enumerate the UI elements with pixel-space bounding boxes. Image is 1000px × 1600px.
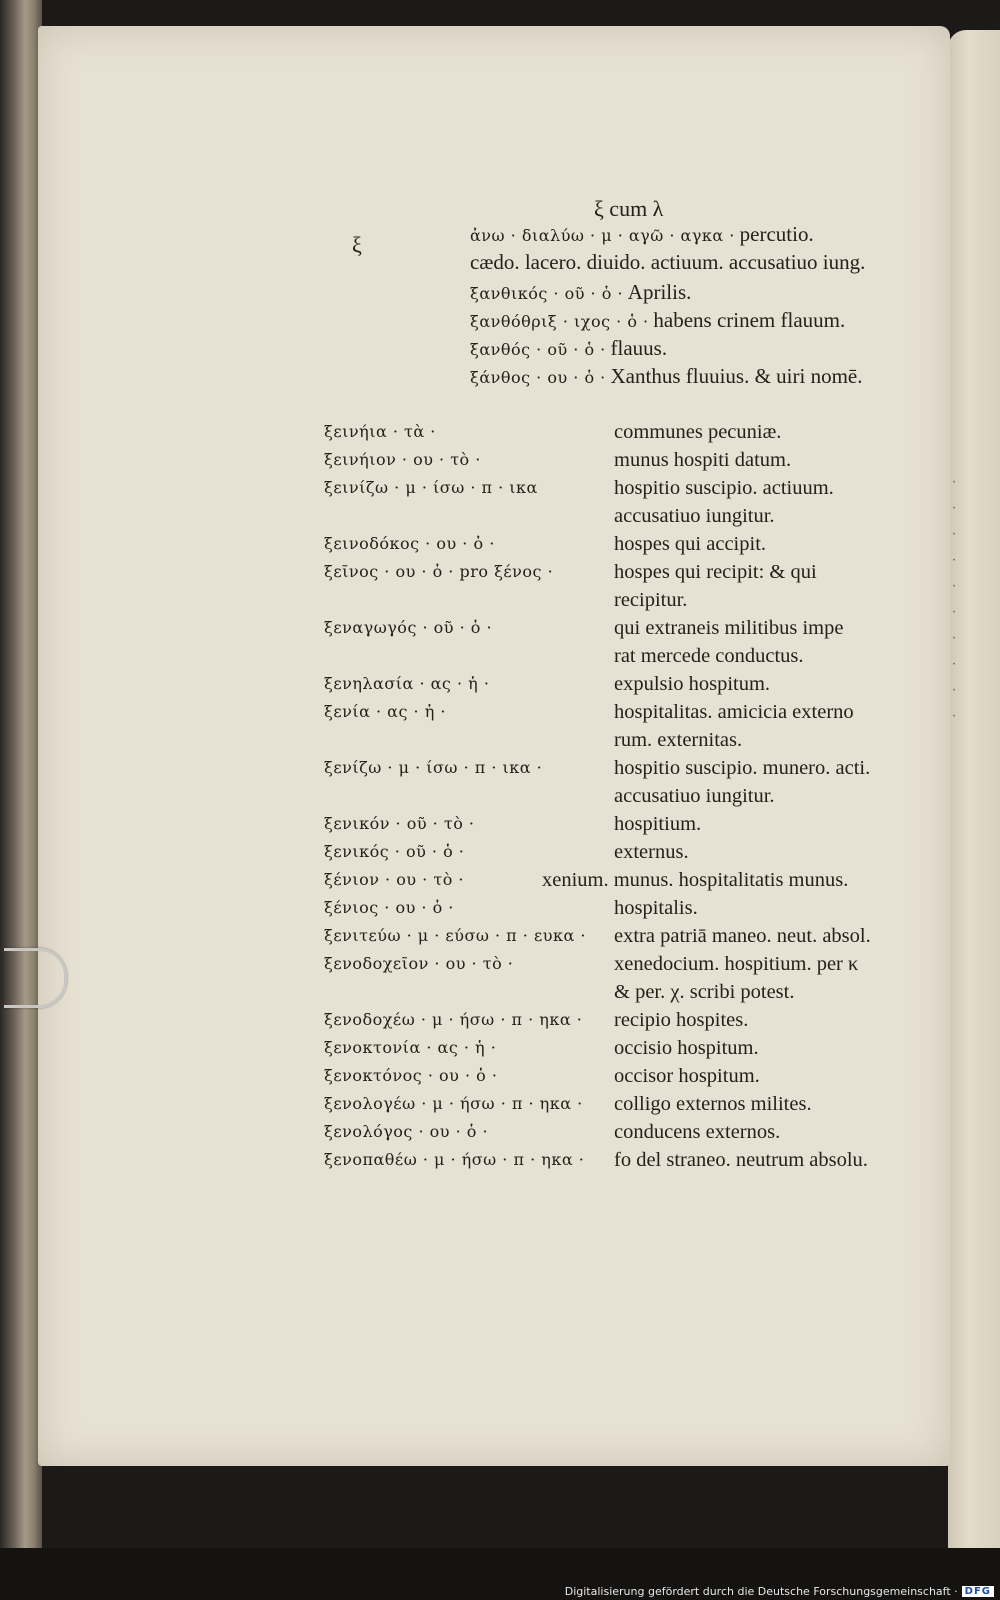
greek-headword: ξενηλασία · ας · ἡ · — [324, 674, 490, 693]
greek-headword: ξενοδοχέω · μ · ήσω · π · ηκα · — [324, 1010, 583, 1029]
latin-gloss: accusatiuo iungitur. — [614, 785, 775, 807]
book-edge-left — [0, 0, 42, 1548]
dictionary-entry — [324, 754, 924, 810]
latin-gloss: occisio hospitum. — [614, 1037, 759, 1059]
dictionary-entry — [324, 670, 924, 698]
greek-headword: ξενικός · οῦ · ὁ · — [324, 842, 465, 861]
latin-gloss: extra patriā maneo. neut. absol. — [614, 925, 871, 947]
greek-headword: ξενολόγος · ου · ὁ · — [324, 1122, 489, 1141]
latin-gloss: qui extraneis militibus impe — [614, 617, 844, 639]
dictionary-entry — [324, 1118, 924, 1146]
credit-text: Digitalisierung gefördert durch die Deutsche Forschungsgemeinschaft · — [564, 1585, 958, 1598]
greek-headword: ξενοκτόνος · ου · ὁ · — [324, 1066, 498, 1085]
latin-gloss: hospitium. — [614, 813, 702, 835]
greek-headword: ξενολογέω · μ · ήσω · π · ηκα · — [324, 1094, 583, 1113]
greek-headword: ξεινήια · τὰ · — [324, 422, 436, 441]
greek-headword: ξένιον · ου · τὸ · — [324, 870, 464, 889]
dfg-logo-icon: DFG — [962, 1586, 994, 1597]
latin-gloss: rat mercede conductus. — [614, 645, 804, 667]
greek-headword: ξεινοδόκος · ου · ὁ · — [324, 534, 495, 553]
top-line: ξανθόθριξ · ιχος · ὁ · habens crinem flauum. — [470, 308, 846, 332]
latin-gloss: hospitio suscipio. munero. acti. — [614, 757, 871, 779]
page-header: ξ cum λ — [594, 196, 664, 221]
funding-credit — [565, 1585, 994, 1598]
section-letter: ξ — [352, 232, 362, 257]
latin-gloss: recipio hospites. — [614, 1009, 749, 1031]
latin-gloss: xenium. munus. hospitalitatis munus. — [542, 869, 849, 891]
dictionary-entry — [324, 894, 924, 922]
latin-gloss: accusatiuo iungitur. — [614, 505, 775, 527]
greek-headword: ξεῖνος · ου · ὁ · pro ξένος · — [324, 562, 554, 581]
top-line: cædo. lacero. diuido. actiuum. accusatiuo iung. — [470, 250, 866, 274]
bookmark-clip — [4, 948, 67, 1008]
greek-headword: ξεινήιον · ου · τὸ · — [324, 450, 481, 469]
greek-headword: ξενοδοχεῖον · ου · τὸ · — [324, 954, 514, 973]
latin-gloss: recipitur. — [614, 589, 688, 611]
dictionary-entry — [324, 1090, 924, 1118]
dictionary-entry — [324, 1034, 924, 1062]
latin-gloss: xenedocium. hospitium. per κ — [614, 953, 859, 975]
latin-gloss: conducens externos. — [614, 1121, 781, 1143]
dictionary-entry — [324, 614, 924, 670]
greek-headword: ξενικόν · οῦ · τὸ · — [324, 814, 475, 833]
dictionary-entry — [324, 698, 924, 754]
dictionary-entry — [324, 838, 924, 866]
dictionary-entries — [324, 418, 924, 1174]
latin-gloss: colligo externos milites. — [614, 1093, 812, 1115]
latin-gloss: expulsio hospitum. — [614, 673, 771, 695]
adjacent-page-text-fragments: · · · · · · · · · · — [952, 475, 957, 724]
top-line: ξανθός · οῦ · ὁ · flauus. — [470, 336, 668, 360]
top-line: ἀνω · διαλύω · μ · αγῶ · αγκα · percutio. — [470, 222, 814, 246]
latin-gloss: rum. externitas. — [614, 729, 743, 751]
dictionary-entry — [324, 810, 924, 838]
top-line: ξάνθος · ου · ὁ · Xanthus fluuius. & uiri nomē. — [470, 364, 863, 388]
dictionary-entry — [324, 558, 924, 614]
dictionary-entry — [324, 922, 924, 950]
dictionary-entry — [324, 418, 924, 446]
latin-gloss: hospes qui recipit: & qui — [614, 561, 817, 583]
latin-gloss: hospes qui accipit. — [614, 533, 767, 555]
dictionary-entry — [324, 866, 924, 894]
dictionary-entry — [324, 530, 924, 558]
greek-headword: ξενοκτονία · ας · ἡ · — [324, 1038, 497, 1057]
dictionary-entry — [324, 1146, 924, 1174]
latin-gloss: hospitalitas. amicicia externo — [614, 701, 854, 723]
latin-gloss: occisor hospitum. — [614, 1065, 760, 1087]
greek-headword: ξεναγωγός · οῦ · ὁ · — [324, 618, 493, 637]
greek-headword: ξένιος · ου · ὁ · — [324, 898, 454, 917]
greek-headword: ξενοπαθέω · μ · ήσω · π · ηκα · — [324, 1150, 585, 1169]
dictionary-entry — [324, 446, 924, 474]
dictionary-entry — [324, 474, 924, 530]
viewer-footer — [0, 1548, 1000, 1600]
latin-gloss: fo del straneo. neutrum absolu. — [614, 1149, 868, 1171]
top-line: ξανθικός · οῦ · ὁ · Aprilis. — [470, 280, 692, 304]
dictionary-entry — [324, 1006, 924, 1034]
greek-headword: ξενία · ας · ἡ · — [324, 702, 446, 721]
greek-headword: ξενίζω · μ · ίσω · π · ικα · — [324, 758, 543, 777]
dictionary-entry — [324, 1062, 924, 1090]
dictionary-entry — [324, 950, 924, 1006]
latin-gloss: & per. χ. scribi potest. — [614, 981, 795, 1003]
latin-gloss: hospitalis. — [614, 897, 698, 919]
latin-gloss: munus hospiti datum. — [614, 449, 792, 471]
latin-gloss: hospitio suscipio. actiuum. — [614, 477, 834, 499]
greek-headword: ξενιτεύω · μ · εύσω · π · ευκα · — [324, 926, 586, 945]
greek-headword: ξεινίζω · μ · ίσω · π · ικα — [324, 478, 538, 497]
latin-gloss: communes pecuniæ. — [614, 421, 782, 443]
latin-gloss: externus. — [614, 841, 689, 863]
